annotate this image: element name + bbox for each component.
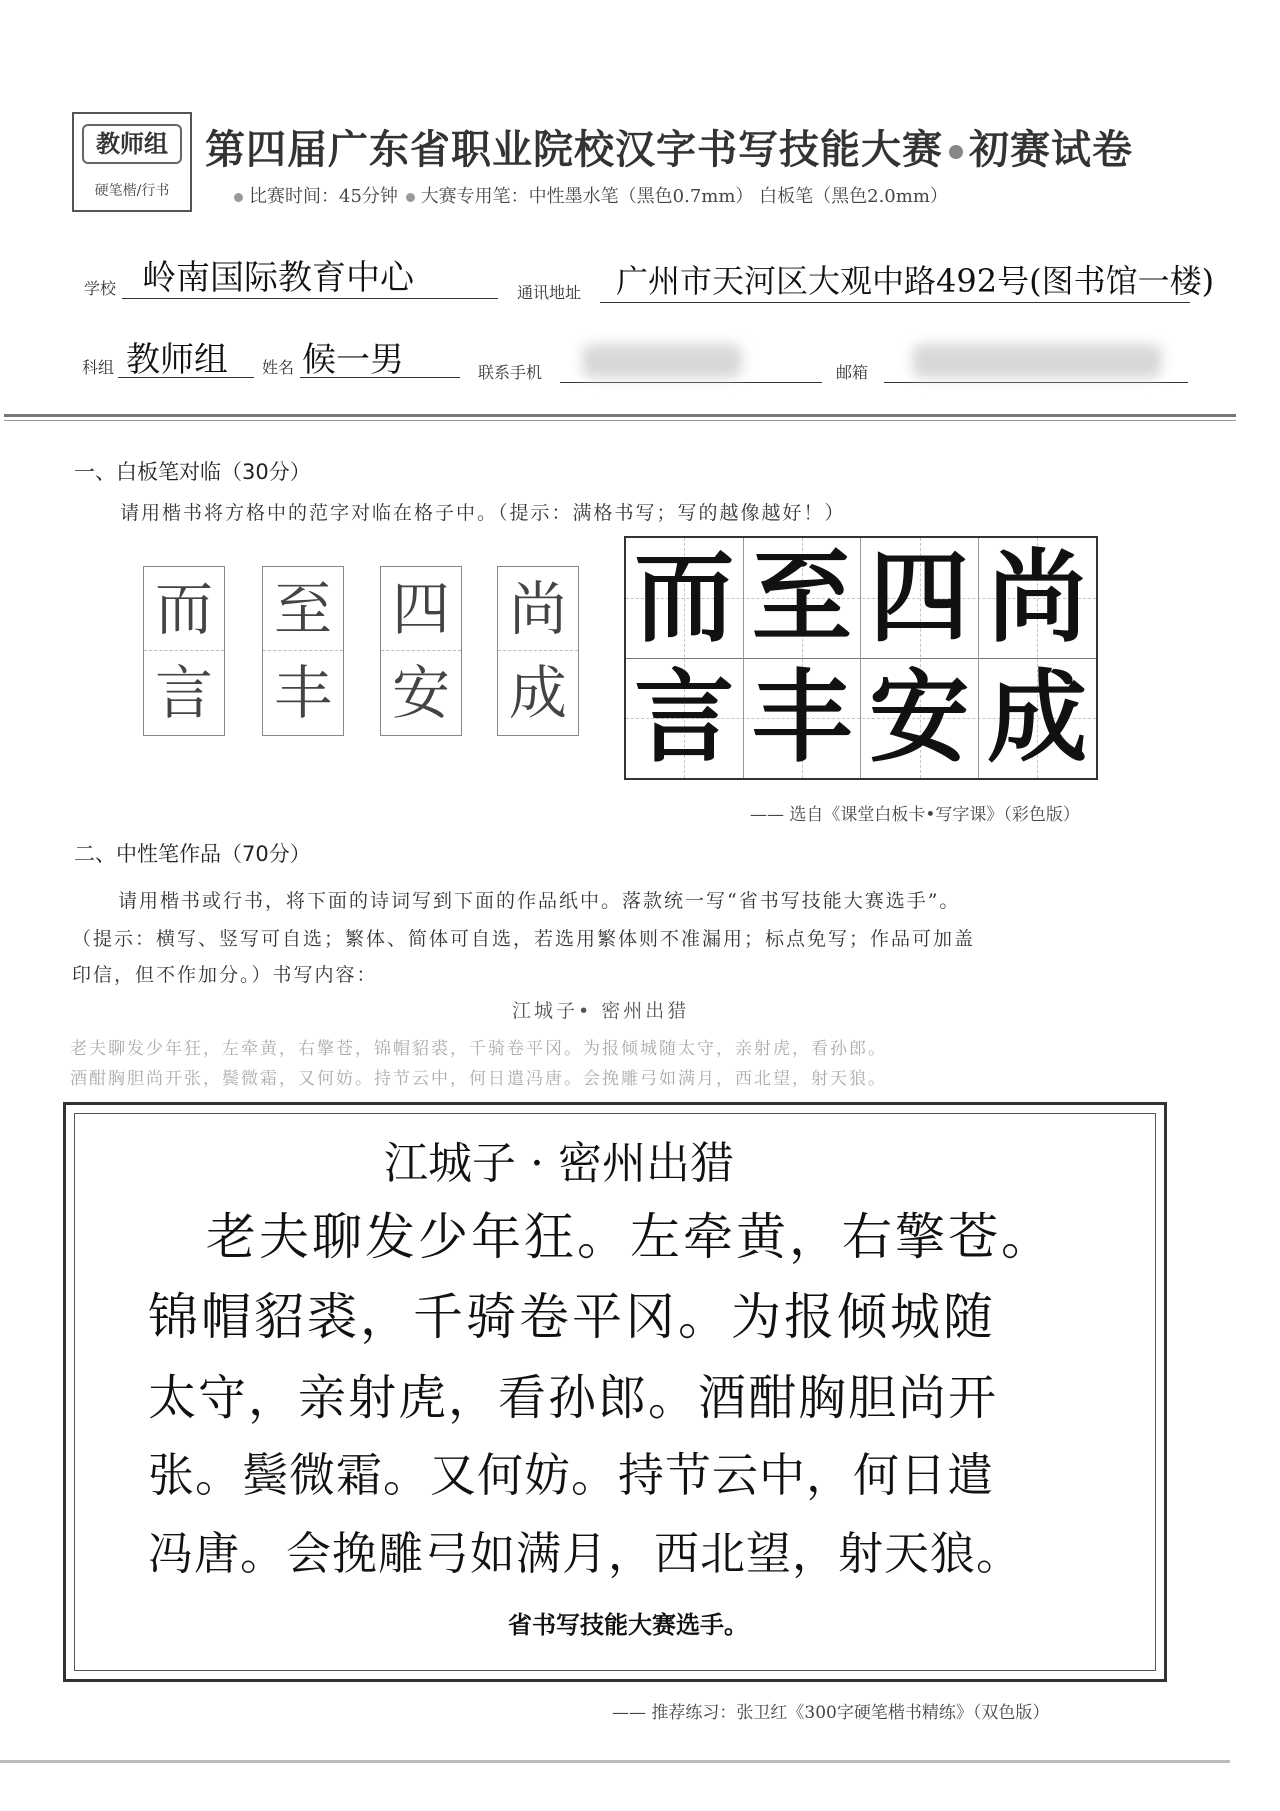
work-paper[interactable] xyxy=(63,1102,1167,1682)
model-char: 尚 xyxy=(508,575,567,643)
exam-info-line xyxy=(232,182,948,208)
poem-title: 江城子• 密州出猎 xyxy=(512,1000,690,1022)
model-char: 成 xyxy=(508,659,567,727)
model-char-large: 至 xyxy=(751,539,852,656)
subject-label: 科组 xyxy=(82,358,115,377)
page-title xyxy=(205,118,1133,175)
phone-underline xyxy=(560,382,822,383)
poem-line: 老夫聊发少年狂，左牵黄，右擎苍，锦帽貂裘，千骑卷平冈。为报倾城随太守，亲射虎，看孙郎。 xyxy=(70,1039,887,1059)
title-suffix: 初赛试卷 xyxy=(969,127,1133,173)
divider xyxy=(4,414,1236,417)
group-sub-label: 硬笔楷/行书 xyxy=(94,183,170,199)
group-label: 教师组 xyxy=(82,124,182,164)
bullet-dot-icon xyxy=(234,193,243,202)
name-value[interactable]: 候一男 xyxy=(302,340,404,380)
title-main: 第四届广东省职业院校汉字书写技能大赛 xyxy=(205,127,943,173)
section2-instruction-line: 请用楷书或行书，将下面的诗词写到下面的作品纸中。落款统一写“省书写技能大赛选手”。 xyxy=(118,890,961,912)
school-value[interactable]: 岭南国际教育中心 xyxy=(142,258,414,298)
address-label: 通讯地址 xyxy=(517,283,582,302)
model-char-large: 成 xyxy=(987,659,1088,776)
section1-source: —— 选自《课堂白板卡•写字课》（彩色版） xyxy=(750,805,1080,825)
practice-column xyxy=(143,566,225,736)
address-value[interactable]: 广州市天河区大观中路492号(图书馆一楼) xyxy=(616,262,1215,300)
model-char: 言 xyxy=(154,659,213,727)
bullet-dot-icon xyxy=(406,193,415,202)
model-char: 而 xyxy=(154,575,213,643)
practice-column xyxy=(262,566,344,736)
email-label: 邮箱 xyxy=(836,363,869,382)
section1-instruction: 请用楷书将方格中的范字对临在格子中。（提示：满格书写；写的越像越好！） xyxy=(120,502,846,524)
work-line: 太守，亲射虎，看孙郎。酒酣胸胆尚开 xyxy=(148,1370,999,1426)
school-label: 学校 xyxy=(84,279,117,298)
work-line: 锦帽貂裘，千骑卷平冈。为报倾城随 xyxy=(148,1288,996,1346)
bottom-rule xyxy=(0,1760,1230,1763)
model-char-large: 四 xyxy=(869,539,970,656)
work-title: 江城子 · 密州出猎 xyxy=(384,1138,734,1189)
work-line: 张。鬓微霜。又何妨。持节云中，何日遣 xyxy=(148,1448,994,1502)
time-info: 比赛时间：45分钟 xyxy=(249,186,398,207)
work-line: 冯唐。会挽雕弓如满月，西北望，射天狼。 xyxy=(148,1527,1023,1580)
work-signature: 省书写技能大赛选手。 xyxy=(508,1610,748,1639)
model-char-large: 言 xyxy=(634,659,735,776)
model-char: 至 xyxy=(273,575,332,643)
email-redacted xyxy=(912,344,1162,378)
model-char-large: 安 xyxy=(869,659,970,776)
work-line: 老夫聊发少年狂。左牵黄，右擎苍。 xyxy=(206,1208,1054,1266)
divider xyxy=(4,420,1236,421)
practice-column xyxy=(380,566,462,736)
name-label: 姓名 xyxy=(262,358,295,377)
model-char: 四 xyxy=(391,575,450,643)
section2-instruction-line: 印信，但不作加分。）书写内容： xyxy=(72,964,378,986)
email-underline xyxy=(884,382,1188,383)
pen-info: 大赛专用笔：中性墨水笔（黑色0.7mm） 白板笔（黑色2.0mm） xyxy=(420,186,948,207)
bullet-dot-icon xyxy=(949,145,963,159)
group-box xyxy=(72,112,192,212)
phone-redacted xyxy=(582,344,742,378)
recommend-practice: —— 推荐练习：张卫红《300字硬笔楷书精练》（双色版） xyxy=(612,1703,1050,1723)
section2-instruction-line: （提示：横写、竖写可自选；繁体、简体可自选，若选用繁体则不准漏用；标点免写；作品可加盖 xyxy=(72,928,976,950)
practice-column xyxy=(497,566,579,736)
section1-heading: 一、白板笔对临（30分） xyxy=(74,460,311,484)
model-char-large: 尚 xyxy=(987,539,1088,656)
section2-heading: 二、中性笔作品（70分） xyxy=(74,842,311,866)
model-char-large: 而 xyxy=(634,539,735,656)
phone-label: 联系手机 xyxy=(478,363,543,382)
model-character-grid xyxy=(624,536,1098,780)
subject-value[interactable]: 教师组 xyxy=(126,340,228,380)
model-char: 安 xyxy=(391,659,450,727)
address-underline xyxy=(600,302,1190,303)
poem-line: 酒酣胸胆尚开张，鬓微霜，又何妨。持节云中，何日遣冯唐。会挽雕弓如满月，西北望，射天狼。 xyxy=(70,1069,887,1089)
model-char-large: 丰 xyxy=(751,659,852,776)
model-char: 丰 xyxy=(273,659,332,727)
